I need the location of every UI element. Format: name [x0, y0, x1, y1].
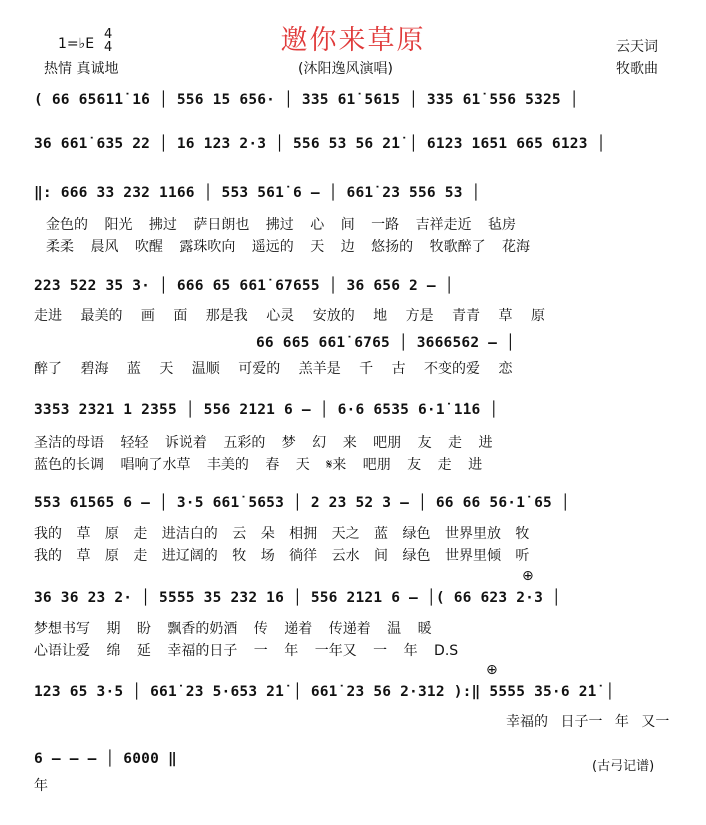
time-top: 4 [104, 27, 113, 42]
song-subtitle: (沐阳逸风演唱) [298, 61, 393, 77]
lyrics-row-3-verse-1: 金色的 阳光 拂过 萨日朗也 拂过 心 间 一路 吉祥走近 毡房 [46, 217, 517, 233]
score-row-5: 66 665 661̇ 6765 │ 3666562 – │ [256, 335, 515, 351]
score-row-10: 6 – – – │ 6000 ‖ [34, 751, 177, 767]
lyrics-row-10: 年 [34, 778, 48, 794]
lyrics-row-3-verse-2: 柔柔 晨风 吹醒 露珠吹向 遥远的 天 边 悠扬的 牧歌醉了 花海 [46, 239, 531, 255]
score-row-3: ‖: 666 33 232 1166 │ 553 561̇ 6 – │ 661̇ 23 556 53 │ [34, 185, 481, 201]
score-row-4: 223 522 35 3· │ 666 65 661̇ 67655 │ 36 656 2 – │ [34, 278, 454, 294]
lyrics-row-7-verse-2: 我的 草 原 走 进辽阔的 牧 场 徜徉 云水 间 绿色 世界里倾 听 [34, 548, 530, 564]
key-text: 1=♭E [58, 36, 95, 52]
score-row-8: 36 36 23 2· │ 5555 35 232 16 │ 556 2121 6 – │( 66 623 2·3 │ [34, 590, 561, 606]
lyrics-row-8-verse-1: 梦想书写 期 盼 飘香的奶酒 传 递着 传递着 温 暖 [34, 621, 432, 637]
transcriber-credit: (古弓记谱) [592, 759, 655, 774]
lyrics-row-8-verse-2: 心语让爱 绵 延 幸福的日子 一 年 一年又 一 年 D.S [34, 643, 459, 659]
lyrics-row-6-verse-2: 蓝色的长调 唱响了水草 丰美的 春 天 𝄋来 吧朋 友 走 进 [34, 457, 483, 473]
lyrics-row-4: 走进 最美的 画 面 那是我 心灵 安放的 地 方是 青青 草 原 [34, 308, 545, 324]
composer: 牧歌曲 [616, 61, 658, 77]
time-bottom: 4 [104, 40, 113, 55]
lyrics-row-6-verse-1: 圣洁的母语 轻轻 诉说着 五彩的 梦 幻 来 吧朋 友 走 进 [34, 435, 493, 451]
mood-marking: 热情 真诚地 [44, 61, 119, 77]
score-row-7: 553 61565 6 – │ 3·5 661̇ 5653 │ 2 23 52 3 – │ 66 66 56·1̇ 65 │ [34, 495, 570, 511]
lyrics-row-7-verse-1: 我的 草 原 走 进洁白的 云 朵 相拥 天之 蓝 绿色 世界里放 牧 [34, 526, 530, 542]
lyricist: 云天词 [616, 39, 658, 55]
score-row-1: ( 66 6561̇1̇ 1̇6 │ 556 15 656· │ 335 61̇ 5615 │ 335 61̇ 556 5325 │ [34, 92, 579, 108]
song-title: 邀你来草原 [280, 25, 426, 56]
lyrics-row-5: 醉了 碧海 蓝 天 温顺 可爱的 羔羊是 千 古 不变的爱 恋 [34, 361, 513, 377]
score-row-2: 36 661̇ 635 22 │ 16 123 2·3 │ 556 53 56 2̇1̇ │ 6123 1651 665 6123 │ [34, 136, 606, 152]
coda-sign-1: ⊕ [522, 568, 534, 584]
lyrics-row-9: 幸福的 日子一 年 又一 [506, 714, 670, 730]
score-row-9: 123 65 3·5 │ 661̇ 23 5·653 2̇1̇ │ 661̇ 23 56 2·312 ):‖ 5555 35·6 2̇1̇ │ [34, 684, 615, 700]
coda-sign-2: ⊕ [486, 662, 498, 678]
score-row-6: 3353 2321 1 2355 │ 556 2121 6 – │ 6·6 6535 6·1̇ 1̇16 │ [34, 402, 499, 418]
